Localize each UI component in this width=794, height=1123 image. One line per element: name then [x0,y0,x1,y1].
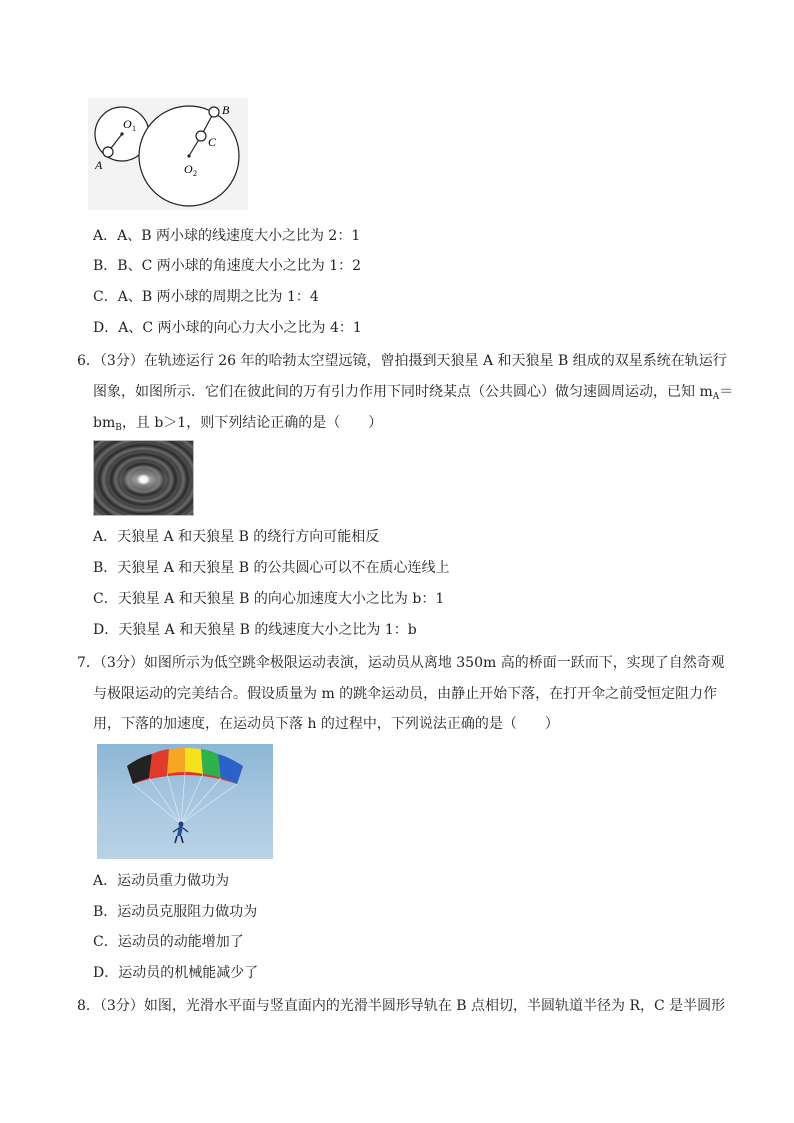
q6-line3-pre: bm [93,415,116,431]
label-o1: O [123,117,132,131]
q5-option-c: C．A、B 两小球的周期之比为 1：4 [93,289,319,305]
q7-stem-line2: 与极限运动的完美结合。假设质量为 m 的跳伞运动员，由静止开始下落，在打开伞之前受恒定阻力作 [93,686,718,702]
ball-c [196,131,206,141]
q6-option-a: A．天狼星 A 和天狼星 B 的绕行方向可能相反 [93,529,380,545]
q6-stem-line3 [93,413,382,438]
q7-option-c: C．运动员的动能增加了 [93,934,244,950]
q8-stem-line1: 8．（3分）如图，光滑水平面与竖直面内的光滑半圆形导轨在 B 点相切，半圆轨道半径为 R，C 是半圆形 [77,998,726,1014]
label-a: A [95,158,103,172]
q6-line2-text: 图象，如图所示．它们在彼此间的万有引力作用下同时绕某点（公共圆心）做匀速圆周运动，已知 m [93,384,713,400]
q6-option-c: C．天狼星 A 和天狼星 B 的向心加速度大小之比为 b：1 [93,591,445,607]
q6-stem-line2 [93,382,733,407]
ball-a [103,147,113,157]
q7-option-d: D．运动员的机械能减少了 [93,965,259,981]
parachute-photo [97,744,273,859]
binary-star-image [93,440,194,516]
parachute-drawing [97,744,273,859]
q7-stem-line3: 用，下落的加速度，在运动员下落 h 的过程中，下列说法正确的是（ ） [93,716,559,732]
ball-b [209,107,219,117]
q6-option-b: B．天狼星 A 和天狼星 B 的公共圆心可以不在质心连线上 [93,560,450,576]
q6-line3-sub: B [115,423,122,433]
label-o2: O [184,162,193,176]
label-o2-sub: 2 [193,169,197,178]
q5-option-a: A．A、B 两小球的线速度大小之比为 2：1 [93,228,361,244]
q6-line3-post: ，且 b＞1，则下列结论正确的是（ ） [121,415,383,431]
label-b: B [222,103,230,117]
q6-option-d: D．天狼星 A 和天狼星 B 的线速度大小之比为 1：b [93,622,417,638]
q6-stem-line1: 6．（3分）在轨迹运行 26 年的哈勃太空望远镜，曾拍摄到天狼星 A 和天狼星 B 组成的双星系统在轨运行 [77,353,727,369]
q7-option-a: A．运动员重力做功为 [93,873,230,889]
q6-line2-end: ＝ [719,384,734,400]
q5-option-d: D．A、C 两小球的向心力大小之比为 4：1 [93,320,362,336]
circles-diagram [88,98,248,210]
q7-stem-line1: 7．（3分）如图所示为低空跳伞极限运动表演，运动员从离地 350m 高的桥面一跃而下，实现了自然奇观 [77,655,725,671]
label-c: C [208,135,217,149]
q5-option-b: B．B、C 两小球的角速度大小之比为 1：2 [93,258,362,274]
center-o1 [120,132,123,135]
q7-option-b: B．运动员克服阻力做功为 [93,904,258,920]
label-o1-sub: 1 [132,124,136,133]
center-o2 [187,154,190,157]
q6-line2-sub: A [712,392,720,402]
